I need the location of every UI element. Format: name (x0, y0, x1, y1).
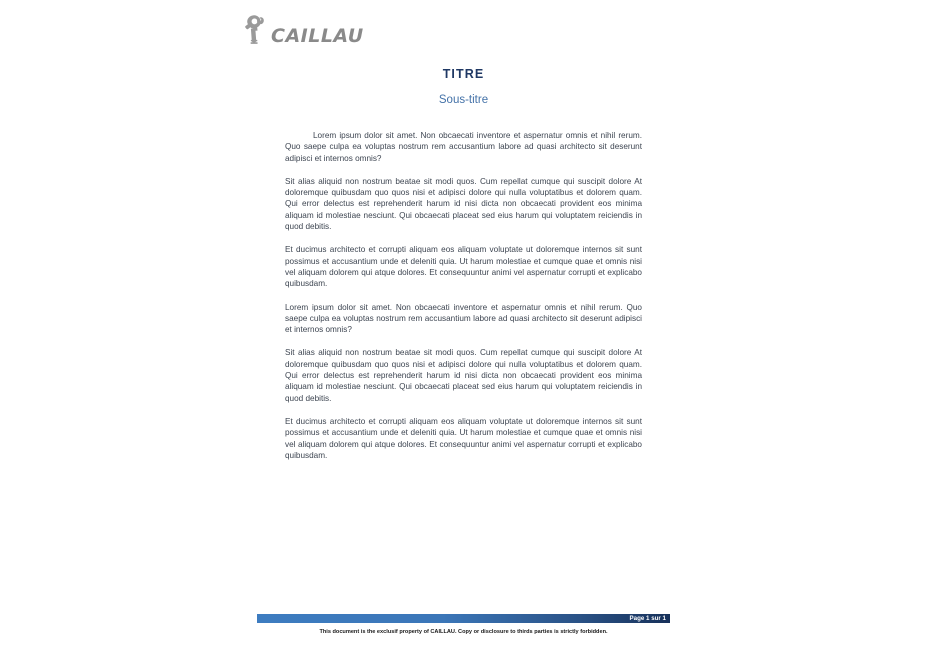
document-footer (257, 614, 670, 636)
page-subtitle: Sous-titre (438, 94, 489, 106)
body-paragraph: Et ducimus architecto et corrupti aliquam eos aliquam voluptate ut doloremque internos sit sunt possimus et accusantium unde et deleniti quia. Ut harum molestiae et cumque quae et omnis nisi vel aliquam dolorem qui atque dolores. Et consequuntur animi vel aspernatur corrupti et explicabo quibusdam. (285, 416, 642, 460)
document-body (285, 130, 642, 461)
caillau-logo (243, 9, 543, 47)
body-paragraph: Lorem ipsum dolor sit amet. Non obcaecati inventore et aspernatur omnis et nihil rerum. Quo saepe culpa ea voluptas nostrum rem accusantium labore ad quasi architecto sit deserunt adipisci et internos omnis? (285, 302, 642, 335)
body-paragraph: Sit alias aliquid non nostrum beatae sit modi quos. Cum repellat cumque qui suscipit dolore At doloremque quibusdam quo quos nisi et adipisci dolore qui nulla voluptatibus et dolorem quam. Qui error delectus est reprehenderit harum id nisi dicta non obcaecati provident eos minima aliquam id molestiae nesciunt. Qui obcaecati placeat sed eius harum qui voluptatem reiciendis in quod debitis. (285, 176, 642, 232)
footer-bar (257, 614, 670, 623)
confidentiality-note: This document is the exclusif property of CAILLAU. Copy or disclosure to thirds parties is strictly forbidden. (319, 629, 608, 635)
body-paragraph: Et ducimus architecto et corrupti aliquam eos aliquam voluptate ut doloremque internos sit sunt possimus et accusantium unde et deleniti quia. Ut harum molestiae et cumque quae et omnis nisi vel aliquam dolorem qui atque dolores. Et consequuntur animi vel aspernatur corrupti et explicabo quibusdam. (285, 245, 642, 289)
body-paragraph: Sit alias aliquid non nostrum beatae sit modi quos. Cum repellat cumque qui suscipit dolore At doloremque quibusdam quo quos nisi et adipisci dolore qui nulla voluptatibus et dolorem quam. Qui error delectus est reprehenderit harum id nisi dicta non obcaecati provident eos minima aliquam id molestiae nesciunt. Qui obcaecati placeat sed eius harum qui voluptatem reiciendis in quod debitis. (285, 348, 642, 403)
body-paragraph: Lorem ipsum dolor sit amet. Non obcaecati inventore et aspernatur omnis et nihil rerum. Quo saepe culpa ea voluptas nostrum rem accusantium labore ad quasi architecto sit deserunt adipisci et internos omnis? (285, 131, 642, 163)
document-header (243, 9, 543, 47)
caillau-clamp-mark-icon (243, 14, 270, 47)
page-number-label: Page 1 sur 1 (629, 615, 666, 622)
caillau-wordmark: CAILLAU (271, 25, 364, 47)
page-title: TITRE (442, 67, 485, 81)
title-block (257, 66, 670, 108)
